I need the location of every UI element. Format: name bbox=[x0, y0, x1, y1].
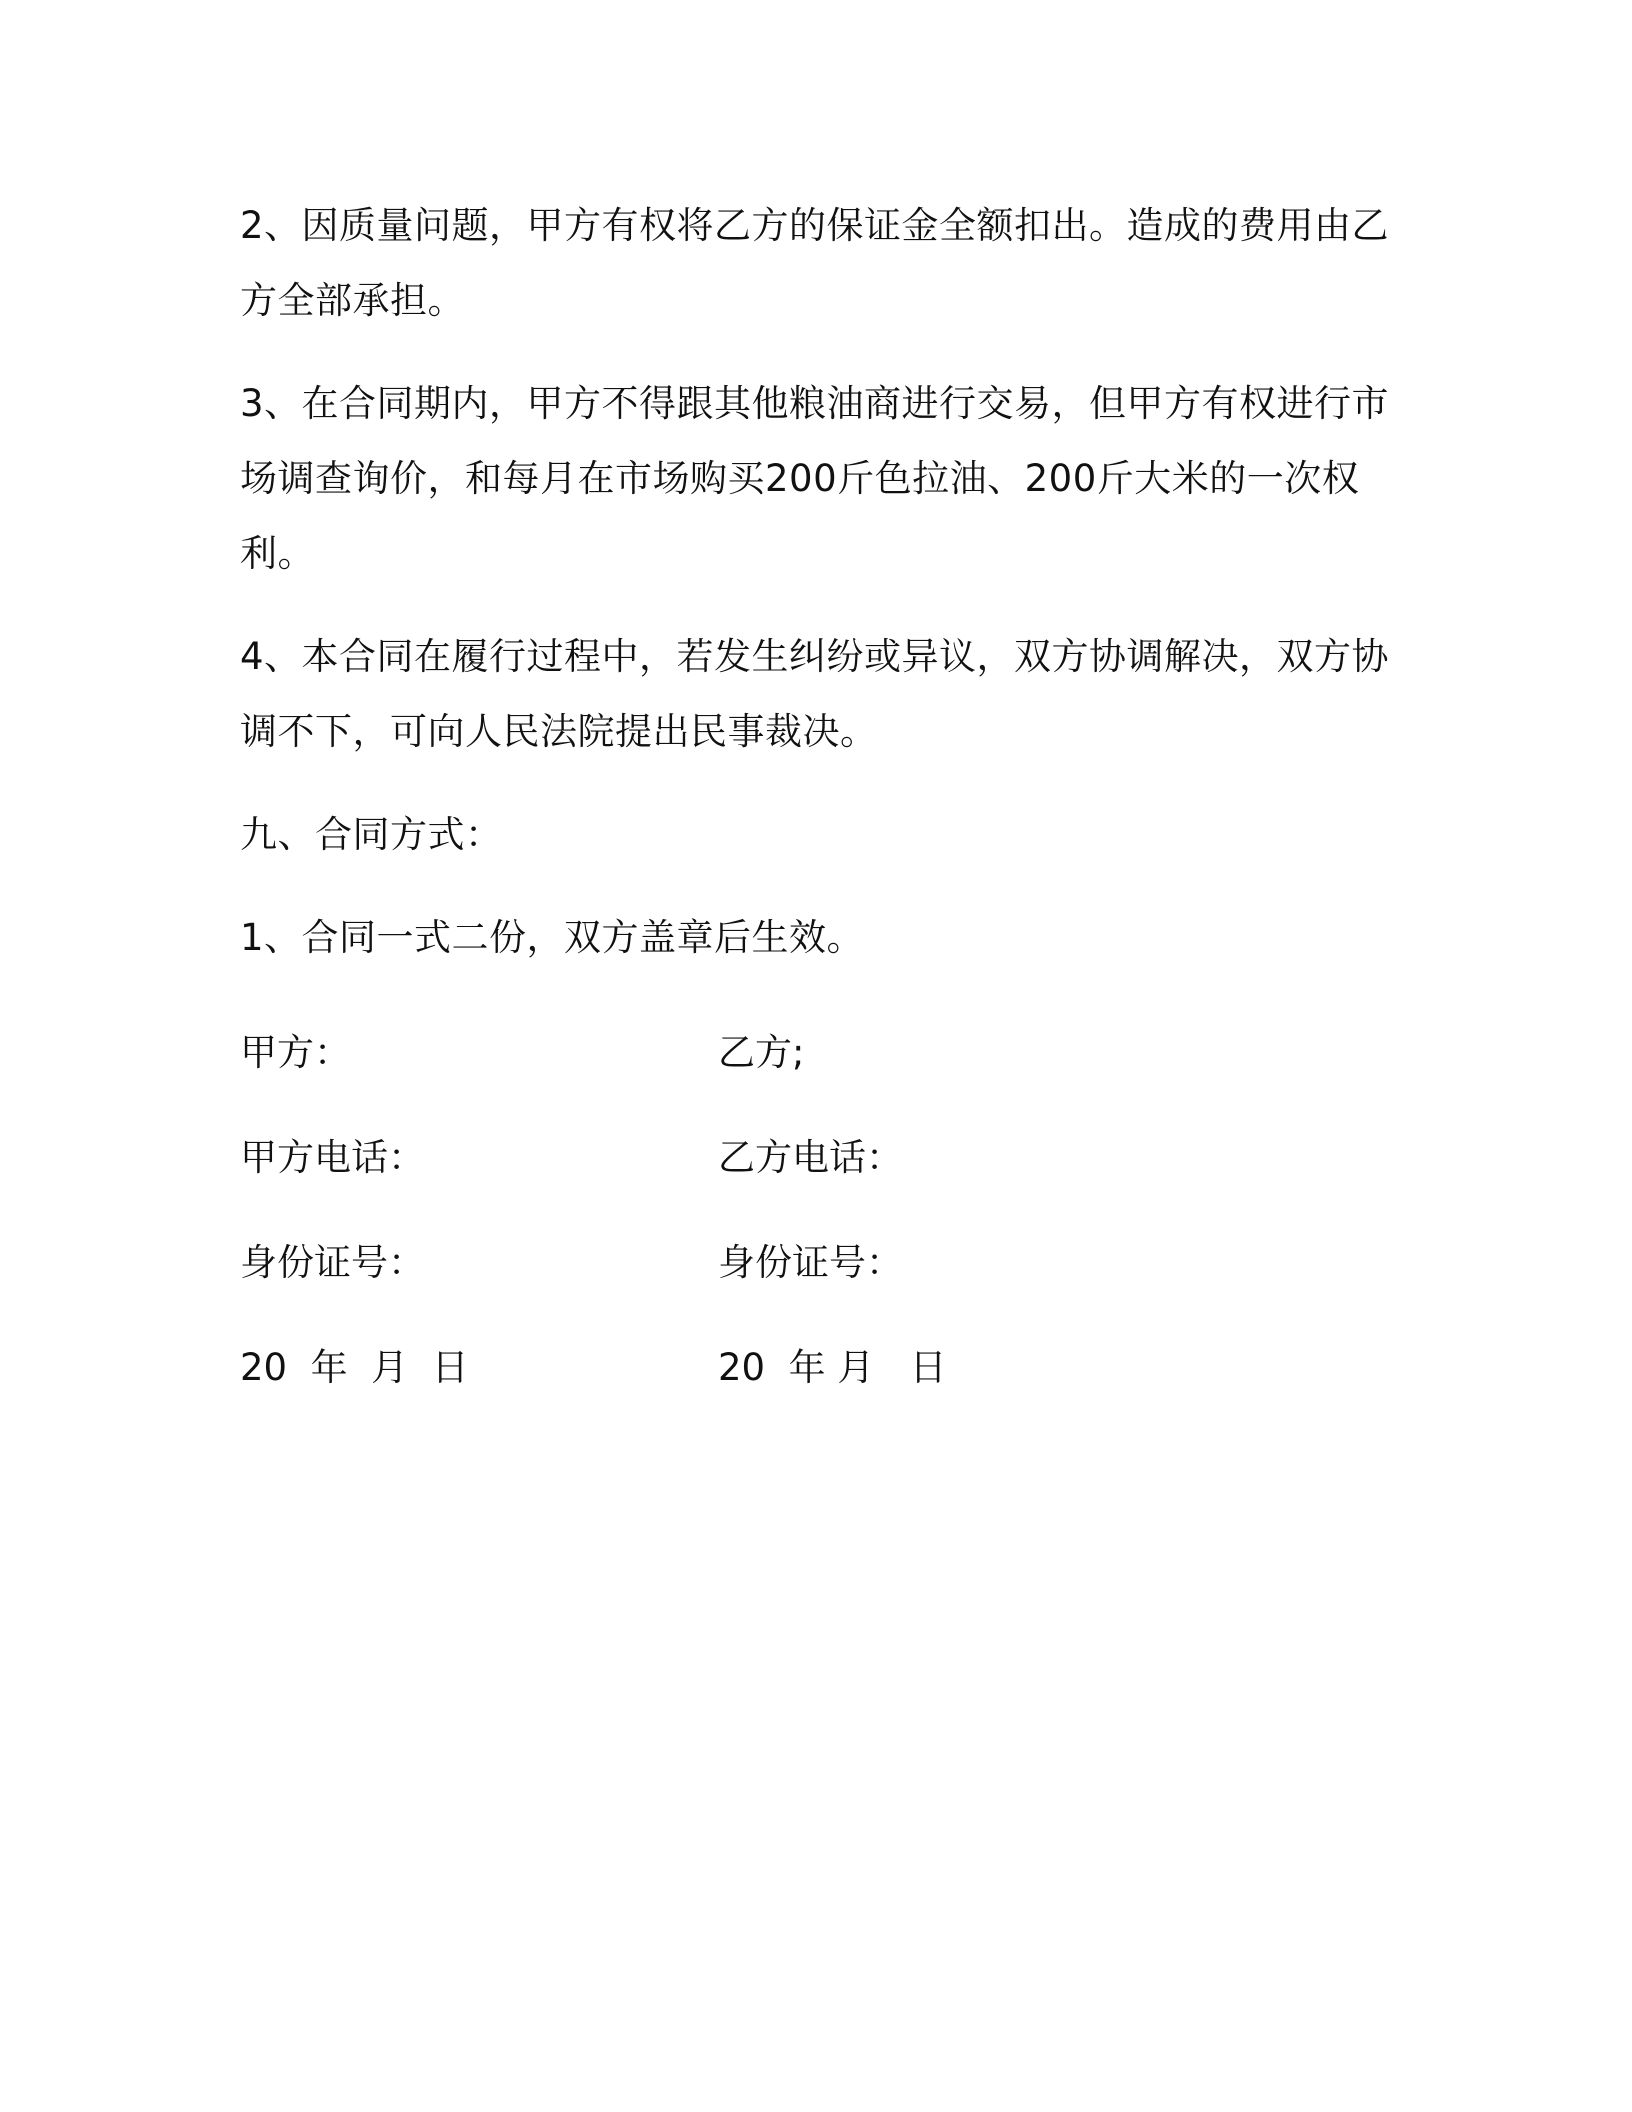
section-heading-contract-method: 九、合同方式： bbox=[240, 813, 503, 856]
clause-quality: 2、因质量问题，甲方有权将乙方的保证金全额扣出。造成的费用由乙方全部承担。 bbox=[240, 204, 1390, 322]
signature-row-date bbox=[240, 1330, 1390, 1405]
party-a-id-label: 身份证号： bbox=[240, 1241, 425, 1284]
signature-block bbox=[240, 1015, 1390, 1435]
party-b-label: 乙方; bbox=[718, 1031, 805, 1074]
signature-row-party bbox=[240, 1015, 1390, 1090]
party-b-id-label: 身份证号： bbox=[718, 1241, 903, 1284]
party-a-date: 20 年 月 日 bbox=[240, 1346, 469, 1389]
party-b-phone-label: 乙方电话： bbox=[718, 1136, 903, 1179]
contract-body bbox=[240, 188, 1390, 1003]
clause-copies: 1、合同一式二份，双方盖章后生效。 bbox=[240, 916, 865, 959]
party-b-date: 20 年 月 日 bbox=[718, 1346, 947, 1389]
signature-row-id bbox=[240, 1225, 1390, 1300]
signature-row-phone bbox=[240, 1120, 1390, 1195]
party-a-label: 甲方： bbox=[240, 1031, 351, 1074]
clause-exclusive-trade: 3、在合同期内，甲方不得跟其他粮油商进行交易，但甲方有权进行市场调查询价，和每月在市场购买200斤色拉油、200斤大米的一次权利。 bbox=[240, 382, 1390, 575]
party-a-phone-label: 甲方电话： bbox=[240, 1136, 425, 1179]
clause-dispute: 4、本合同在履行过程中，若发生纠纷或异议，双方协调解决，双方协调不下，可向人民法院提出民事裁决。 bbox=[240, 635, 1390, 753]
